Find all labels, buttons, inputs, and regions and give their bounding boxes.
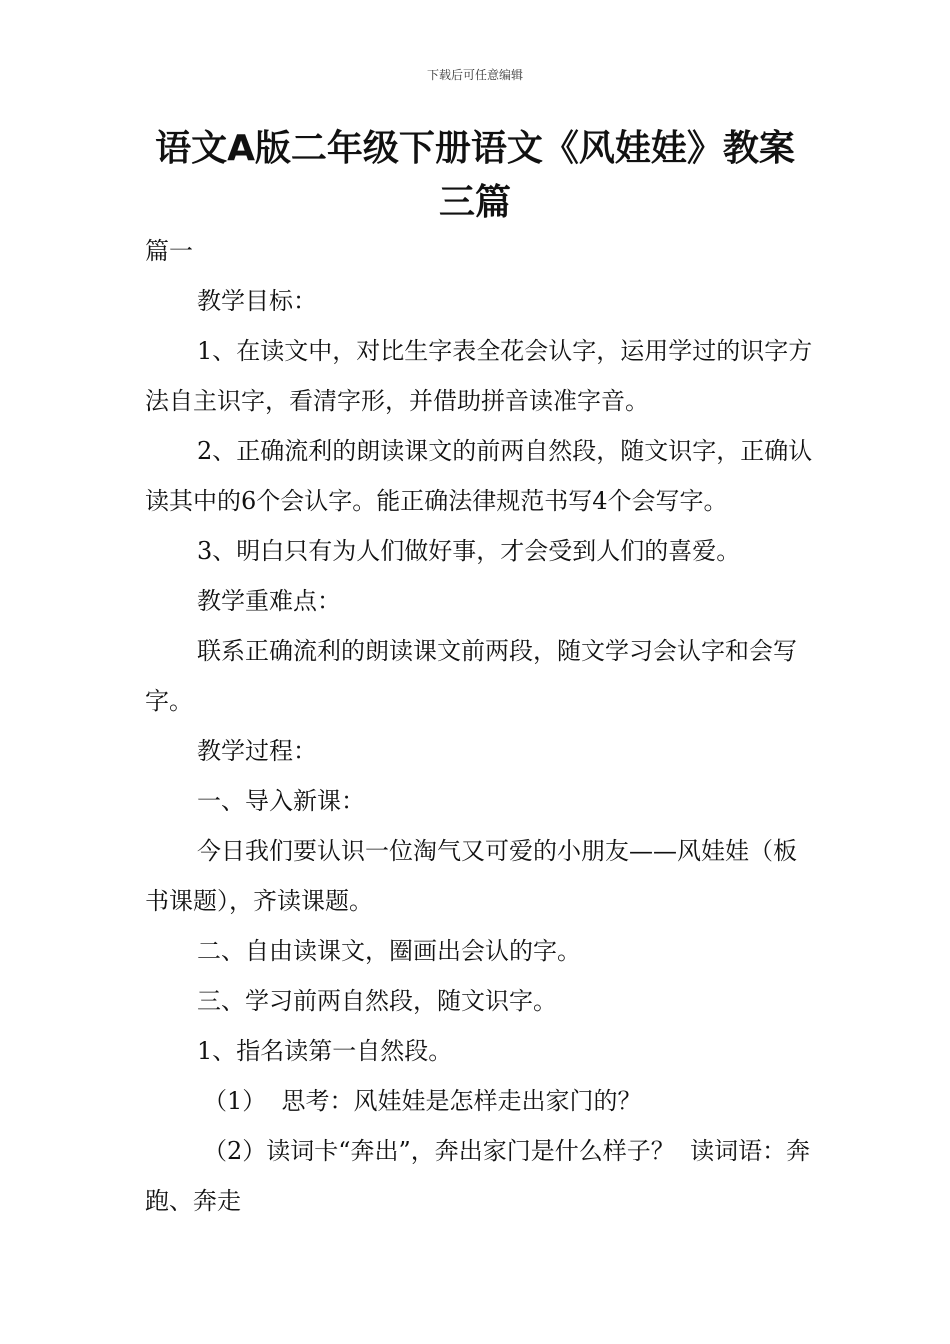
paragraph: 3、明白只有为人们做好事，才会受到人们的喜爱。 [197, 537, 741, 565]
paragraph: 教学重难点： [197, 587, 341, 615]
paragraph: 教学目标： [197, 287, 317, 315]
paragraph: 联系正确流利的朗读课文前两段，随文学习会认字和会写字。 [145, 637, 797, 715]
paragraph: 一、导入新课： [197, 787, 365, 815]
paragraph: （1） 思考：风娃娃是怎样走出家门的？ [203, 1087, 642, 1115]
title-line-1: 语文A版二年级下册语文《风娃娃》教案 [155, 128, 795, 169]
paragraph: 今日我们要认识一位淘气又可爱的小朋友——风娃娃（板书课题），齐读课题。 [145, 837, 797, 915]
paragraph: 二、自由读课文，圈画出会认的字。 [197, 937, 581, 965]
document-title [100, 122, 850, 230]
paragraph: 1、在读文中，对比生字表全花会认字，运用学过的识字方法自主识字，看清字形，并借助拼音读准字音。 [145, 337, 813, 415]
paragraph: 2、正确流利的朗读课文的前两自然段，随文识字，正确认读其中的6个会认字。能正确法律规范书写4个会写字。 [145, 437, 813, 515]
title-line-2: 三篇 [438, 182, 511, 223]
paragraph: 三、学习前两自然段，随文识字。 [197, 987, 557, 1015]
section-heading: 篇一 [145, 237, 193, 265]
paragraph: （2）读词卡“奔出”，奔出家门是什么样子？ 读词语：奔跑、奔走 [145, 1137, 811, 1215]
document-body [145, 226, 815, 1226]
paragraph: 教学过程： [197, 737, 317, 765]
header-note: 下载后可任意编辑 [426, 68, 523, 82]
paragraph: 1、指名读第一自然段。 [197, 1037, 453, 1065]
